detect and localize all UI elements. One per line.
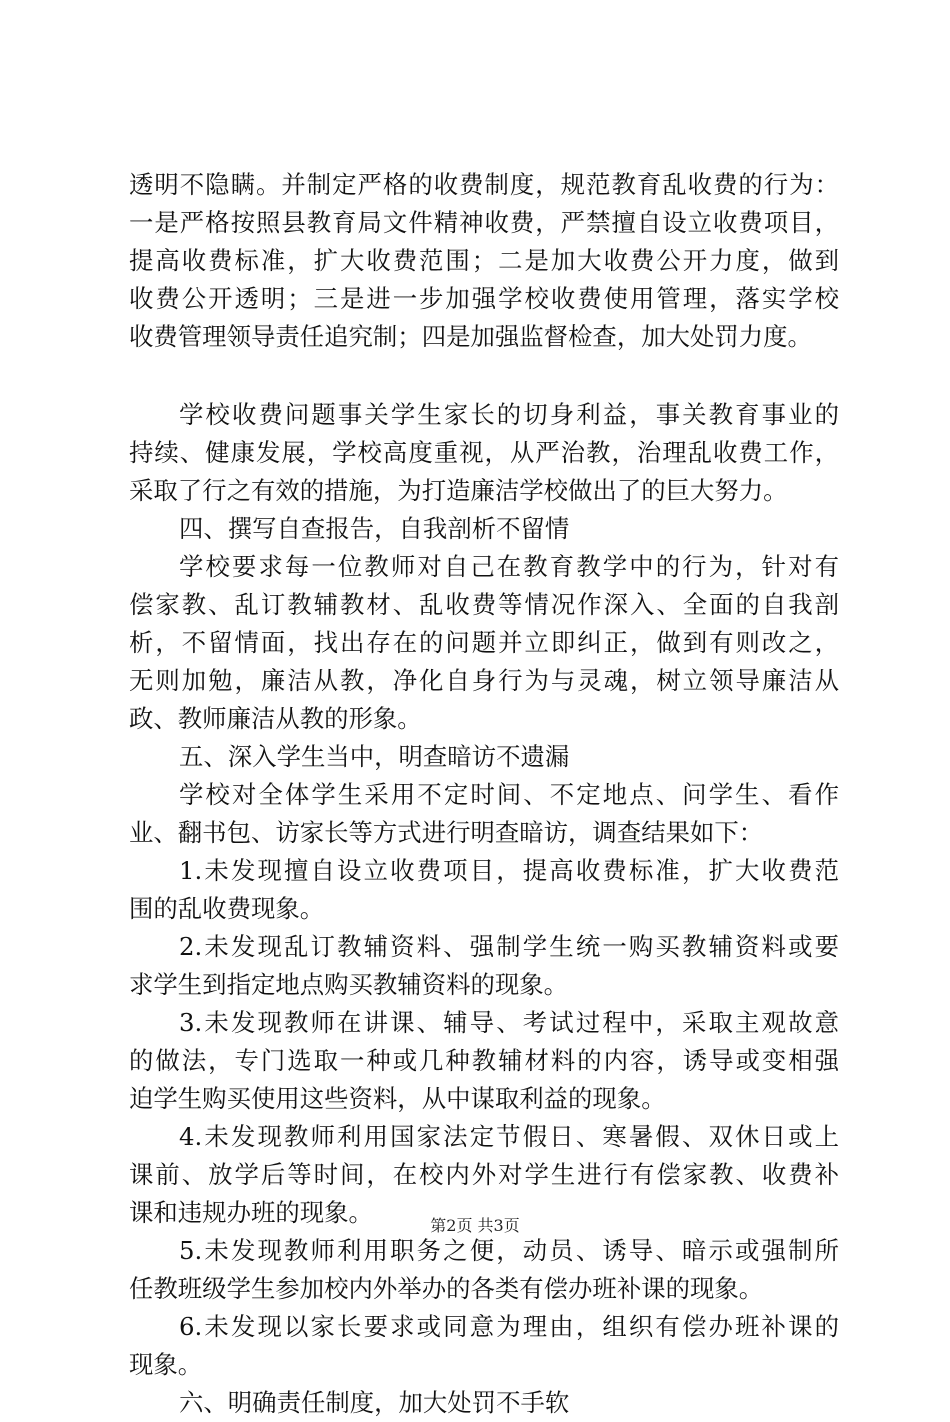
text-line: 的做法，专门选取一种或几种教辅材料的内容，诱导或变相强 <box>129 1046 839 1075</box>
paragraph <box>129 852 839 928</box>
text-line: 收费公开透明；三是进一步加强学校收费使用管理，落实学校 <box>129 284 839 313</box>
text-line: 4.未发现教师利用国家法定节假日、寒暑假、双休日或上 <box>179 1122 839 1151</box>
paragraph <box>129 1004 839 1118</box>
text-line: 无则加勉，廉洁从教，净化自身行为与灵魂，树立领导廉洁从 <box>129 666 839 695</box>
paragraph <box>129 1232 839 1308</box>
text-line: 持续、健康发展，学校高度重视，从严治教，治理乱收费工作， <box>129 438 839 467</box>
text-line: 课和违规办班的现象。 <box>129 1198 373 1227</box>
text-line: 收费管理领导责任追究制；四是加强监督检查，加大处罚力度。 <box>129 322 812 351</box>
text-line: 五、深入学生当中，明查暗访不遗漏 <box>179 742 570 771</box>
paragraph <box>129 166 839 356</box>
text-line: 1.未发现擅自设立收费项目，提高收费标准，扩大收费范 <box>179 856 839 885</box>
page-footer: 第2页 共3页 <box>430 1216 520 1235</box>
text-line: 6.未发现以家长要求或同意为理由，组织有偿办班补课的 <box>179 1312 839 1341</box>
paragraph <box>129 776 839 852</box>
text-line: 5.未发现教师利用职务之便，动员、诱导、暗示或强制所 <box>179 1236 839 1265</box>
text-line: 任教班级学生参加校内外举办的各类有偿办班补课的现象。 <box>129 1274 764 1303</box>
paragraph <box>129 396 839 510</box>
text-line: 政、教师廉洁从教的形象。 <box>129 704 422 733</box>
paragraph-gap <box>129 356 839 396</box>
text-line: 3.未发现教师在讲课、辅导、考试过程中，采取主观故意 <box>179 1008 839 1037</box>
text-line: 学校对全体学生采用不定时间、不定地点、问学生、看作 <box>179 780 839 809</box>
paragraph <box>129 1384 839 1422</box>
text-line: 求学生到指定地点购买教辅资料的现象。 <box>129 970 569 999</box>
paragraph <box>129 510 839 548</box>
text-line: 业、翻书包、访家长等方式进行明查暗访，调查结果如下： <box>129 818 764 847</box>
paragraph <box>129 548 839 738</box>
text-line: 透明不隐瞒。并制定严格的收费制度，规范教育乱收费的行为： <box>129 170 839 199</box>
text-line: 析，不留情面，找出存在的问题并立即纠正，做到有则改之， <box>129 628 839 657</box>
paragraph <box>129 1308 839 1384</box>
text-line: 现象。 <box>129 1350 203 1379</box>
text-line: 提高收费标准，扩大收费范围；二是加大收费公开力度，做到 <box>129 246 839 275</box>
text-line: 课前、放学后等时间，在校内外对学生进行有偿家教、收费补 <box>129 1160 839 1189</box>
paragraph <box>129 738 839 776</box>
text-line: 四、撰写自查报告，自我剖析不留情 <box>179 514 570 543</box>
text-line: 学校要求每一位教师对自己在教育教学中的行为，针对有 <box>179 552 839 581</box>
text-line: 采取了行之有效的措施，为打造廉洁学校做出了的巨大努力。 <box>129 476 788 505</box>
paragraph <box>129 928 839 1004</box>
text-line: 2.未发现乱订教辅资料、强制学生统一购买教辅资料或要 <box>179 932 839 961</box>
text-line: 六、明确责任制度，加大处罚不手软 <box>179 1388 570 1417</box>
text-line: 迫学生购买使用这些资料，从中谋取利益的现象。 <box>129 1084 666 1113</box>
text-line: 学校收费问题事关学生家长的切身利益，事关教育事业的 <box>179 400 839 429</box>
text-line: 围的乱收费现象。 <box>129 894 325 923</box>
text-line: 偿家教、乱订教辅教材、乱收费等情况作深入、全面的自我剖 <box>129 590 839 619</box>
text-line: 一是严格按照县教育局文件精神收费，严禁擅自设立收费项目， <box>129 208 839 237</box>
